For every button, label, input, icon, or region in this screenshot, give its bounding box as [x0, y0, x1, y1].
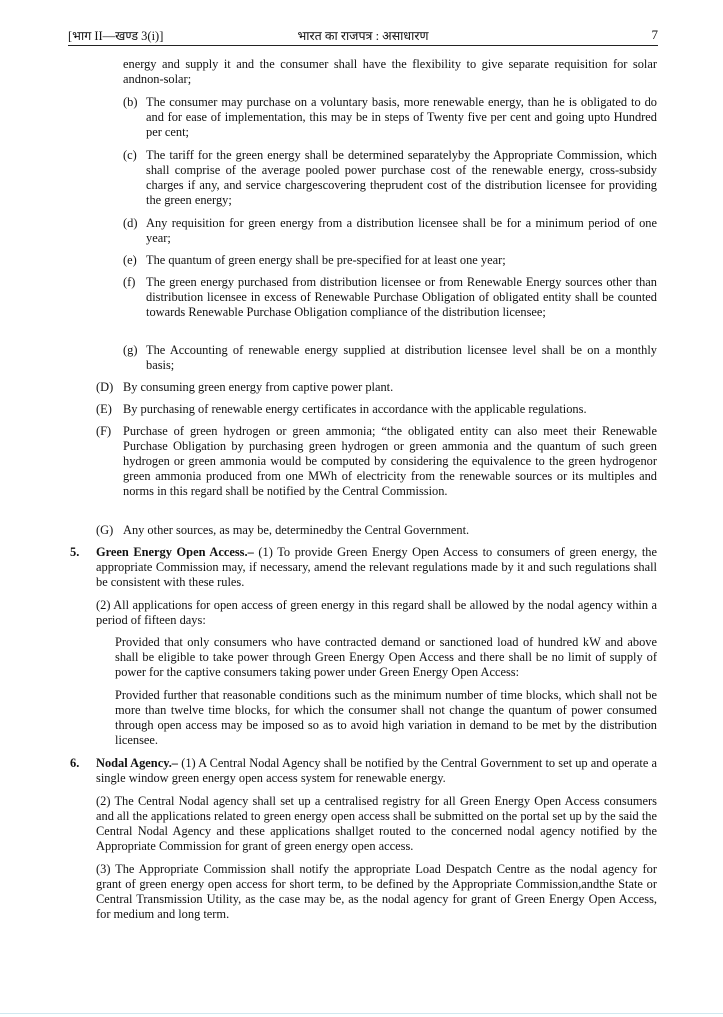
continuation-paragraph: energy and supply it and the consumer shall have the flexibility to give separate requisition for solar andnon-solar; [123, 57, 657, 86]
sub-item-label-d: (d) [123, 216, 138, 230]
page-header [68, 27, 658, 45]
header-gazette-title: भारत का राजपत्र : असाधारण [297, 29, 429, 43]
section-6-number: 6. [70, 756, 80, 770]
sub-item-text-g: The Accounting of renewable energy supplied at distribution licensee level shall be on a monthly basis; [146, 343, 657, 372]
page-bottom-edge [0, 1013, 723, 1014]
section-5-proviso-2: Provided further that reasonable conditions such as the minimum number of time blocks, which shall not be more than twelve time blocks, for which the consumer shall not change the quantum of power consumed through open access may be imposed so as to avoid high variation in demand to be met by the distribution licensee. [115, 688, 657, 747]
section-5-number: 5. [70, 545, 80, 559]
item-text-G: Any other sources, as may be, determinedby the Central Government. [123, 523, 470, 537]
sub-item-text-d: Any requisition for green energy from a distribution licensee shall be for a minimum period of one year; [146, 216, 657, 245]
sub-item-label-f: (f) [123, 275, 136, 289]
section-6-p1-text: (1) A Central Nodal Agency shall be notified by the Central Government to set up and operate a single window green energy open access system for renewable energy. [96, 756, 658, 785]
section-6-paragraph-3: (3) The Appropriate Commission shall notify the appropriate Load Despatch Centre as the nodal agency for grant of green energy open access for short term, to be defined by the Appropriate Commission,andthe State or Central Transmission Utility, as the case may be, as the nodal agency for grant of Green Energy Open Access, for medium and long term. [96, 862, 657, 921]
sub-item-text-f: The green energy purchased from distribution licensee or from Renewable Energy sources other than distribution licensee in excess of Renewable Purchase Obligation of obligated entity shall be counted towards Renewable Purchase Obligation compliance of the distribution licensee; [146, 275, 657, 319]
item-label-E: (E) [96, 402, 112, 416]
section-5-p1-text: (1) To provide Green Energy Open Access to consumers of green energy, the appropriate Commission may, if necessary, amend the relevant regulations made by it and such regulations shall be consistent with these rules. [96, 545, 657, 589]
sub-item-text-e: The quantum of green energy shall be pre-specified for at least one year; [146, 253, 506, 267]
sub-item-text-c: The tariff for the green energy shall be determined separatelyby the Appropriate Commission, which shall comprise of the average pooled power purchase cost of the renewable energy, cross-subsidy charges if any, and service chargescovering theprudent cost of the distribution licensee for providing the green energy; [146, 148, 657, 207]
sub-item-label-g: (g) [123, 343, 138, 357]
header-rule [68, 45, 658, 46]
header-part-label: [भाग II—खण्ड 3(i)] [68, 29, 164, 43]
sub-item-label-c: (c) [123, 148, 137, 162]
section-5-proviso-1: Provided that only consumers who have contracted demand or sanctioned load of hundred kW and above shall be eligible to take power through Green Energy Open Access and there shall be no limit of supply of power for the captive consumers taking power under Green Energy Open Access: [115, 635, 657, 679]
sub-item-label-b: (b) [123, 95, 138, 109]
section-5-paragraph-1 [96, 545, 657, 590]
item-label-G: (G) [96, 523, 114, 537]
section-6-paragraph-1 [96, 756, 657, 786]
section-5-heading: Green Energy Open Access.– [96, 545, 254, 559]
section-6-paragraph-2: (2) The Central Nodal agency shall set up a centralised registry for all Green Energy Open Access consumers and all the applications related to green energy open access shall be submitted on the portal set up by the said the Central Nodal Agency and these applications shallget routed to the concerned nodal agency notified by the Appropriate Commission for grant of green energy open access. [96, 794, 657, 853]
item-label-F: (F) [96, 424, 112, 438]
item-label-D: (D) [96, 380, 114, 394]
item-text-D: By consuming green energy from captive power plant. [123, 380, 394, 394]
section-6-heading: Nodal Agency.– [96, 756, 179, 770]
item-text-F: Purchase of green hydrogen or green ammonia; “the obligated entity can also meet their Renewable Purchase Obligation by purchasing green hydrogen or green ammonia and the quantum of such green hydrogen or green ammonia would be computed by considering the equivalence to the green hydrogenor green ammonia produced from one MWh of electricity from the renewable sources or its multiples and norms in this regard shall be notified by the Central Commission. [123, 424, 657, 498]
sub-item-text-b: The consumer may purchase on a voluntary basis, more renewable energy, than he is obligated to do and for ease of implementation, this may be in steps of Twenty five per cent and going upto Hundred per cent; [146, 95, 657, 139]
section-5-paragraph-2: (2) All applications for open access of green energy in this regard shall be allowed by the nodal agency within a period of fifteen days: [96, 598, 657, 627]
sub-item-label-e: (e) [123, 253, 137, 267]
page-number: 7 [651, 27, 658, 42]
item-text-E: By purchasing of renewable energy certificates in accordance with the applicable regulations. [123, 402, 587, 416]
